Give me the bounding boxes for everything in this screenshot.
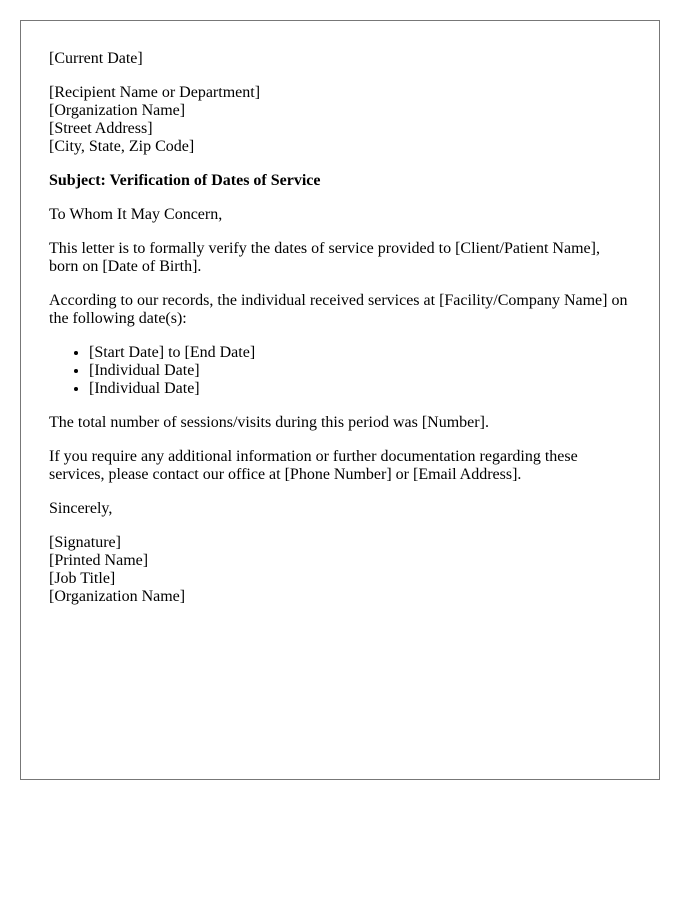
signature-block: [49, 534, 631, 606]
body-paragraph-contact: If you require any additional information or further documentation regarding these services, please contact our office at [Phone Number] or [Email Address].: [49, 448, 578, 483]
body-paragraph-sessions: The total number of sessions/visits during this period was [Number].: [49, 414, 489, 431]
body-paragraph-verification: This letter is to formally verify the dates of service provided to [Client/Patient Name], born on [Date of Birth].: [49, 240, 600, 275]
list-item: • [Individual Date]: [89, 362, 631, 380]
date-block: [49, 50, 631, 68]
recipient-address-block: [49, 84, 631, 156]
recipient-city: [City, State, Zip Code]: [49, 138, 195, 155]
recipient-street: [Street Address]: [49, 120, 153, 137]
list-item: • [Start Date] to [End Date]: [89, 344, 631, 362]
subject-line: Subject: Verification of Dates of Service: [49, 172, 321, 189]
list-item: • [Individual Date]: [89, 380, 631, 398]
sender-organization: [Organization Name]: [49, 588, 186, 605]
salutation: To Whom It May Concern,: [49, 206, 223, 223]
closing: Sincerely,: [49, 500, 113, 517]
job-title: [Job Title]: [49, 570, 116, 587]
letter-date: [Current Date]: [49, 50, 143, 67]
printed-name: [Printed Name]: [49, 552, 149, 569]
recipient-name: [Recipient Name or Department]: [49, 84, 261, 101]
service-dates-list: [49, 344, 631, 398]
body-paragraph-records: According to our records, the individual received services at [Facility/Company Name] on the following date(s):: [49, 292, 628, 327]
letter-page: [20, 20, 660, 780]
signature: [Signature]: [49, 534, 121, 551]
recipient-organization: [Organization Name]: [49, 102, 186, 119]
